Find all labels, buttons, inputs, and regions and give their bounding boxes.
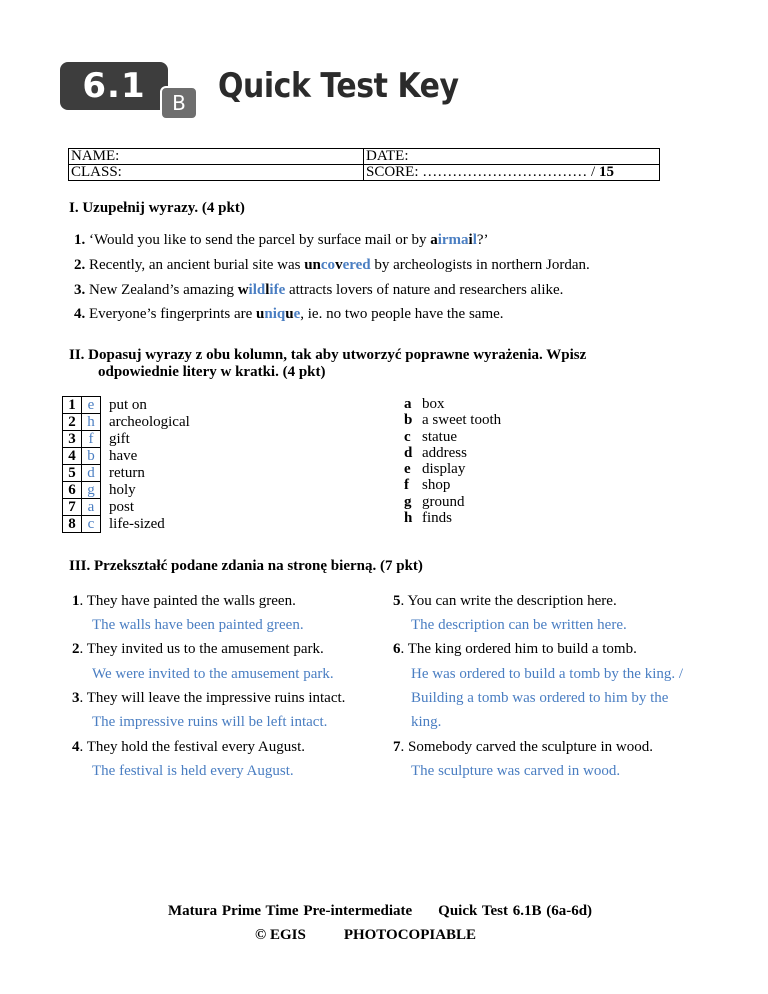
section-3-answer-3: The impressive ruins will be left intact. [92,714,328,730]
match-word: post [109,499,135,515]
section-3-question-5: 5. You can write the description here. [393,593,617,609]
matching-left-column [62,396,191,533]
match-row [63,414,191,431]
option-letter: d [404,444,413,461]
match-number: 1 [63,397,82,414]
footer-photocopiable: PHOTOCOPIABLE [343,927,477,943]
item-text-end: by archeologists in northern Jordan. [370,257,590,273]
class-label: CLASS: [69,165,364,181]
item-text: New Zealand’s amazing [85,282,238,298]
item-number: 4. [74,306,86,322]
item-number: 3. [74,282,86,298]
match-row [63,499,191,516]
match-number: 5 [63,465,82,482]
section-3-question-2: 2. They invited us to the amusement park. [72,641,324,657]
match-word: archeological [109,414,190,430]
section-3-answer-2: We were invited to the amusement park. [92,666,334,682]
matching-right-column [404,396,501,526]
item-text-end: , ie. no two people have the same. [300,306,504,322]
section-3-answer-6-line-2: Building a tomb was ordered to him by the [411,690,669,706]
section-1-item-4 [74,306,504,323]
answer-word: unique [256,306,301,322]
answer-word: wildlife [237,282,286,298]
section-1-item-3 [74,282,563,299]
item-text-end: attracts lovers of nature and researchers alike. [285,282,564,298]
match-number: 4 [63,448,82,465]
match-answer-box: h [82,414,101,431]
match-option [404,461,501,477]
match-word: have [109,448,138,464]
match-row [63,516,191,533]
match-number: 2 [63,414,82,431]
footer-test: Quick Test 6.1B (6a-6d) [438,903,593,919]
section-3-question-1: 1. They have painted the walls green. [72,593,296,609]
section-1-heading: I. Uzupełnij wyrazy. (4 pkt) [69,200,245,216]
match-answer-box: e [82,397,101,414]
section-3-answer-4: The festival is held every August. [92,763,294,779]
section-2-heading: II. Dopasuj wyrazy z obu kolumn, tak aby utworzyć poprawne wyrażenia. Wpisz [69,347,587,363]
match-answer-box: f [82,431,101,448]
match-option [404,396,501,412]
match-number: 6 [63,482,82,499]
item-number: 2. [74,257,86,273]
match-option [404,445,501,461]
match-word: life-sized [109,516,165,532]
section-3-question-3: 3. They will leave the impressive ruins intact. [72,690,346,706]
unit-number-badge: 6.1 [60,62,168,110]
match-option [404,510,501,526]
match-option [404,477,501,493]
match-answer-box: c [82,516,101,533]
match-answer-box: a [82,499,101,516]
section-3-question-7: 7. Somebody carved the sculpture in wood. [393,739,653,755]
footer-line-1 [168,903,592,920]
section-3-answer-6-line-1: He was ordered to build a tomb by the king. / [411,666,684,682]
option-word: ground [422,493,465,510]
student-info-table [68,148,660,181]
match-row [63,448,191,465]
option-letter: c [404,428,411,445]
section-3-question-6: 6. The king ordered him to build a tomb. [393,641,637,657]
match-row [63,482,191,499]
score-label: SCORE: …………………………… / [366,164,599,180]
section-2-heading-line-2: odpowiednie litery w kratki. (4 pkt) [98,364,326,380]
match-answer-box: b [82,448,101,465]
item-text: ‘Would you like to send the parcel by surface mail or by [85,232,431,248]
item-text-end: ?’ [476,232,489,248]
match-option [404,429,501,445]
option-letter: e [404,461,411,478]
option-letter: g [404,493,412,510]
answer-word: uncovered [304,257,371,273]
section-3-heading: III. Przekształć podane zdania na stronę bierną. (7 pkt) [69,558,423,574]
match-number: 7 [63,499,82,516]
option-word: a sweet tooth [422,412,502,429]
option-word: finds [422,510,452,527]
match-row [63,397,191,414]
section-1-item-2 [74,257,590,274]
item-text: Recently, an ancient burial site was [85,257,305,273]
footer-copyright: © EGIS [255,927,306,943]
item-text: Everyone’s fingerprints are [85,306,257,322]
section-3-answer-5: The description can be written here. [411,617,627,633]
answer-word: airmail [430,232,477,248]
section-3-answer-1: The walls have been painted green. [92,617,304,633]
match-answer-box: g [82,482,101,499]
option-letter: a [404,396,412,412]
match-word: holy [109,482,136,498]
name-label: NAME: [69,149,364,165]
match-option [404,412,501,428]
match-answer-box: d [82,465,101,482]
footer-line-2 [255,927,476,944]
option-word: address [422,444,467,461]
match-word: gift [109,431,130,447]
section-3-answer-6-line-3: king. [411,714,442,730]
score-max: 15 [598,164,614,180]
section-3-answer-7: The sculpture was carved in wood. [411,763,621,779]
match-word: put on [109,397,147,413]
option-letter: b [404,412,413,429]
match-number: 3 [63,431,82,448]
item-number: 1. [74,232,86,248]
option-word: display [422,461,466,478]
match-row [63,465,191,482]
footer-book: Matura Prime Time Pre-intermediate [168,903,413,919]
score-cell [364,165,660,181]
match-row [63,431,191,448]
option-word: box [422,396,445,412]
unit-letter-badge: B [160,86,198,120]
section-1-item-1 [74,232,489,249]
match-option [404,494,501,510]
section-3-question-4: 4. They hold the festival every August. [72,739,306,755]
match-word: return [109,465,145,481]
option-word: statue [422,428,457,445]
option-word: shop [422,477,451,494]
date-label: DATE: [364,149,660,165]
match-number: 8 [63,516,82,533]
option-letter: h [404,510,413,527]
page-title: Quick Test Key [218,66,459,106]
option-letter: f [404,477,409,494]
